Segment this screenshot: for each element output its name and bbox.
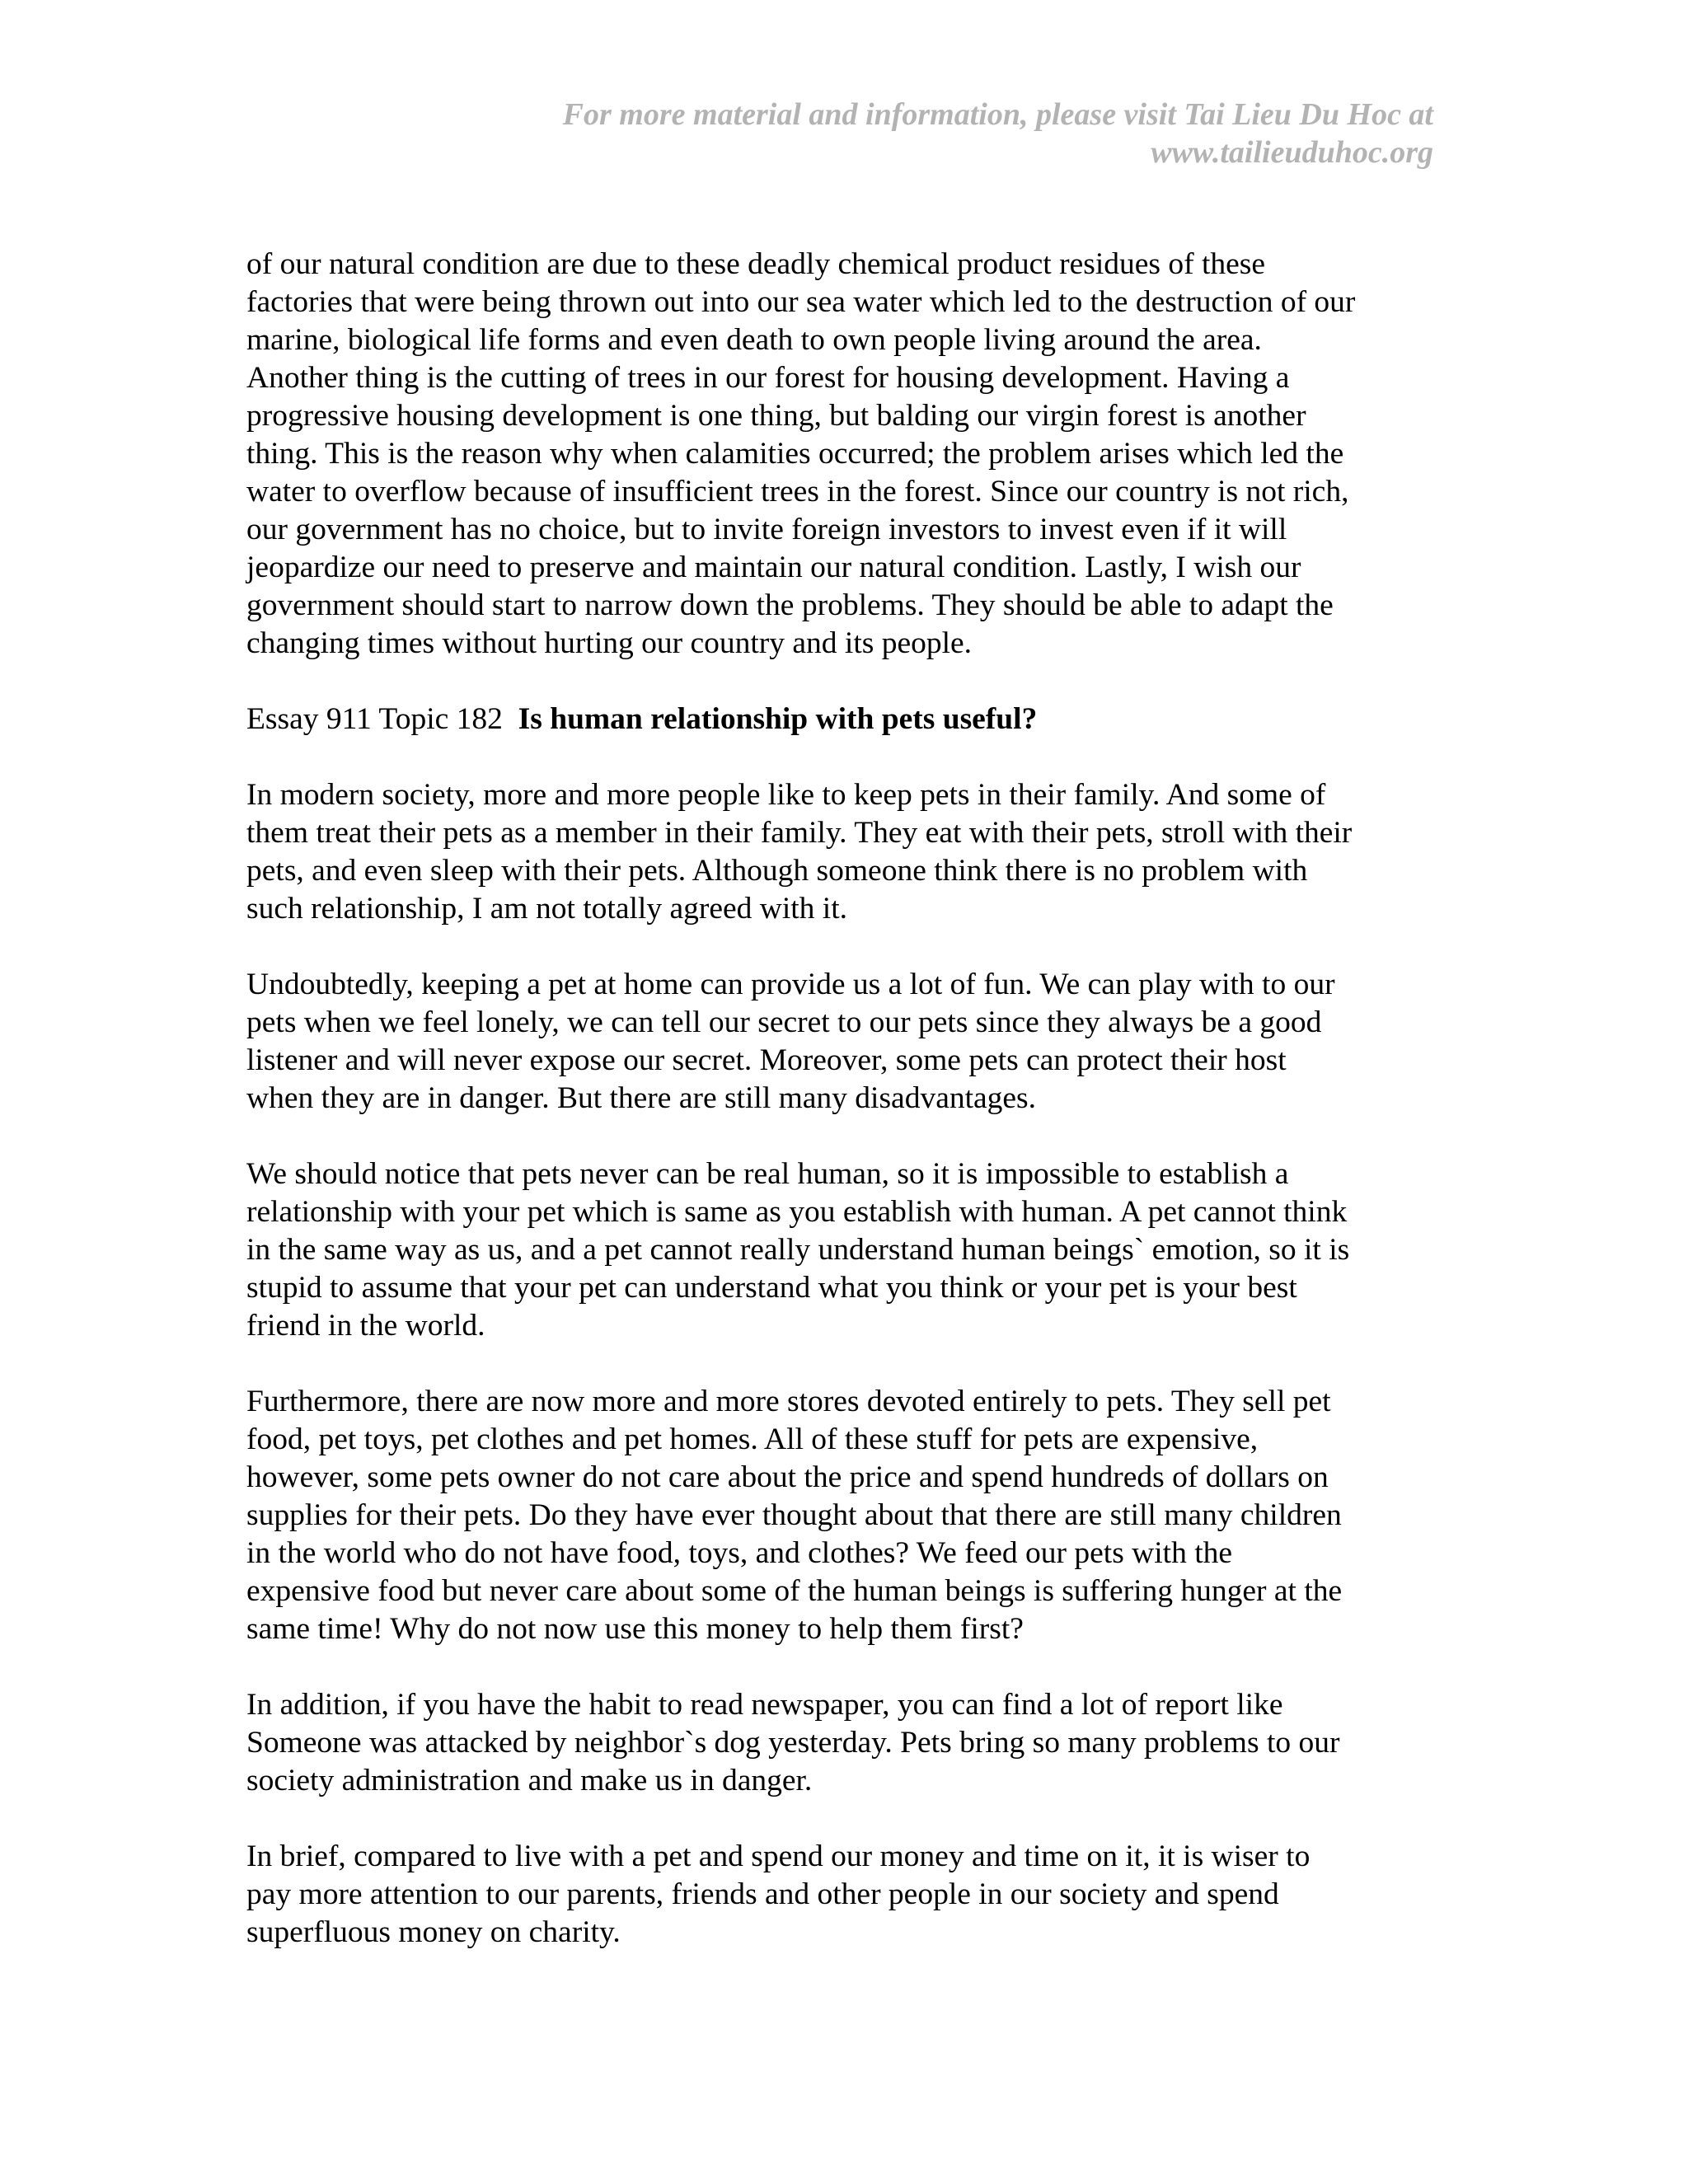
text-line: in the same way as us, and a pet cannot really understand human beings` emotion, so it is	[246, 1233, 1350, 1267]
text-line: factories that were being thrown out into our sea water which led to the destruction of our	[246, 285, 1356, 319]
text-line: friend in the world.	[246, 1309, 485, 1343]
paragraph	[246, 776, 1433, 928]
text-line: however, some pets owner do not care about the price and spend hundreds of dollars on	[246, 1460, 1329, 1494]
text-line: expensive food but never care about some of the human beings is suffering hunger at the	[246, 1574, 1343, 1608]
paragraph	[246, 1383, 1433, 1648]
text-line: thing. This is the reason why when calamities occurred; the problem arises which led the	[246, 437, 1344, 471]
paragraph	[246, 246, 1433, 663]
text-line: In addition, if you have the habit to read newspaper, you can find a lot of report like	[246, 1688, 1283, 1722]
text-line: pay more attention to our parents, friends and other people in our society and spend	[246, 1877, 1279, 1911]
text-line: relationship with your pet which is same as you establish with human. A pet cannot think	[246, 1195, 1348, 1229]
header-line-1: For more material and information, please visit Tai Lieu Du Hoc at	[562, 97, 1433, 132]
text-line: jeopardize our need to preserve and maintain our natural condition. Lastly, I wish our	[246, 551, 1301, 584]
text-line: food, pet toys, pet clothes and pet homes. All of these stuff for pets are expensive,	[246, 1422, 1259, 1456]
text-line: same time! Why do not now use this money to help them first?	[246, 1612, 1024, 1646]
text-line: pets when we feel lonely, we can tell our secret to our pets since they always be a good	[246, 1005, 1322, 1039]
text-line: Furthermore, there are now more and more stores devoted entirely to pets. They sell pet	[246, 1385, 1331, 1418]
text-line: progressive housing development is one thing, but balding our virgin forest is another	[246, 399, 1306, 433]
text-line: Someone was attacked by neighbor`s dog yesterday. Pets bring so many problems to our	[246, 1726, 1340, 1760]
text-line: In modern society, more and more people like to keep pets in their family. And some of	[246, 778, 1326, 812]
text-line: society administration and make us in danger.	[246, 1764, 813, 1797]
text-line: them treat their pets as a member in their family. They eat with their pets, stroll with their	[246, 816, 1353, 850]
essay-heading	[246, 701, 1433, 738]
paragraph	[246, 966, 1433, 1118]
document-body	[246, 246, 1433, 1990]
text-line: Another thing is the cutting of trees in our forest for housing development. Having a	[246, 361, 1290, 395]
text-line: superfluous money on charity.	[246, 1915, 621, 1949]
text-line: water to overflow because of insufficient trees in the forest. Since our country is not rich,	[246, 475, 1349, 509]
text-line: in the world who do not have food, toys, and clothes? We feed our pets with the	[246, 1536, 1233, 1570]
text-line: changing times without hurting our country and its people.	[246, 626, 973, 660]
essay-title: Is human relationship with pets useful?	[518, 702, 1038, 736]
text-line: We should notice that pets never can be real human, so it is impossible to establish a	[246, 1157, 1289, 1191]
header-line-2: www.tailieuduhoc.org	[1151, 135, 1433, 170]
text-line: stupid to assume that your pet can understand what you think or your pet is your best	[246, 1271, 1297, 1305]
text-line: when they are in danger. But there are still many disadvantages.	[246, 1081, 1037, 1115]
paragraph	[246, 1686, 1433, 1800]
text-line: supplies for their pets. Do they have ever thought about that there are still many children	[246, 1498, 1342, 1532]
text-line: pets, and even sleep with their pets. Although someone think there is no problem with	[246, 854, 1308, 888]
text-line: marine, biological life forms and even death to own people living around the area.	[246, 323, 1262, 357]
text-line: government should start to narrow down the problems. They should be able to adapt the	[246, 588, 1334, 622]
text-line: In brief, compared to live with a pet and spend our money and time on it, it is wiser to	[246, 1840, 1311, 1873]
text-line: such relationship, I am not totally agreed with it.	[246, 892, 847, 926]
text-line: our government has no choice, but to invite foreign investors to invest even if it will	[246, 513, 1287, 546]
text-line: of our natural condition are due to these deadly chemical product residues of these	[246, 247, 1266, 281]
paragraph	[246, 1155, 1433, 1345]
page-header	[444, 96, 1433, 171]
essay-label: Essay 911 Topic 182	[246, 702, 503, 736]
text-line: Undoubtedly, keeping a pet at home can provide us a lot of fun. We can play with to our	[246, 968, 1335, 1001]
paragraph	[246, 1838, 1433, 1952]
text-line: listener and will never expose our secret. Moreover, some pets can protect their host	[246, 1043, 1287, 1077]
